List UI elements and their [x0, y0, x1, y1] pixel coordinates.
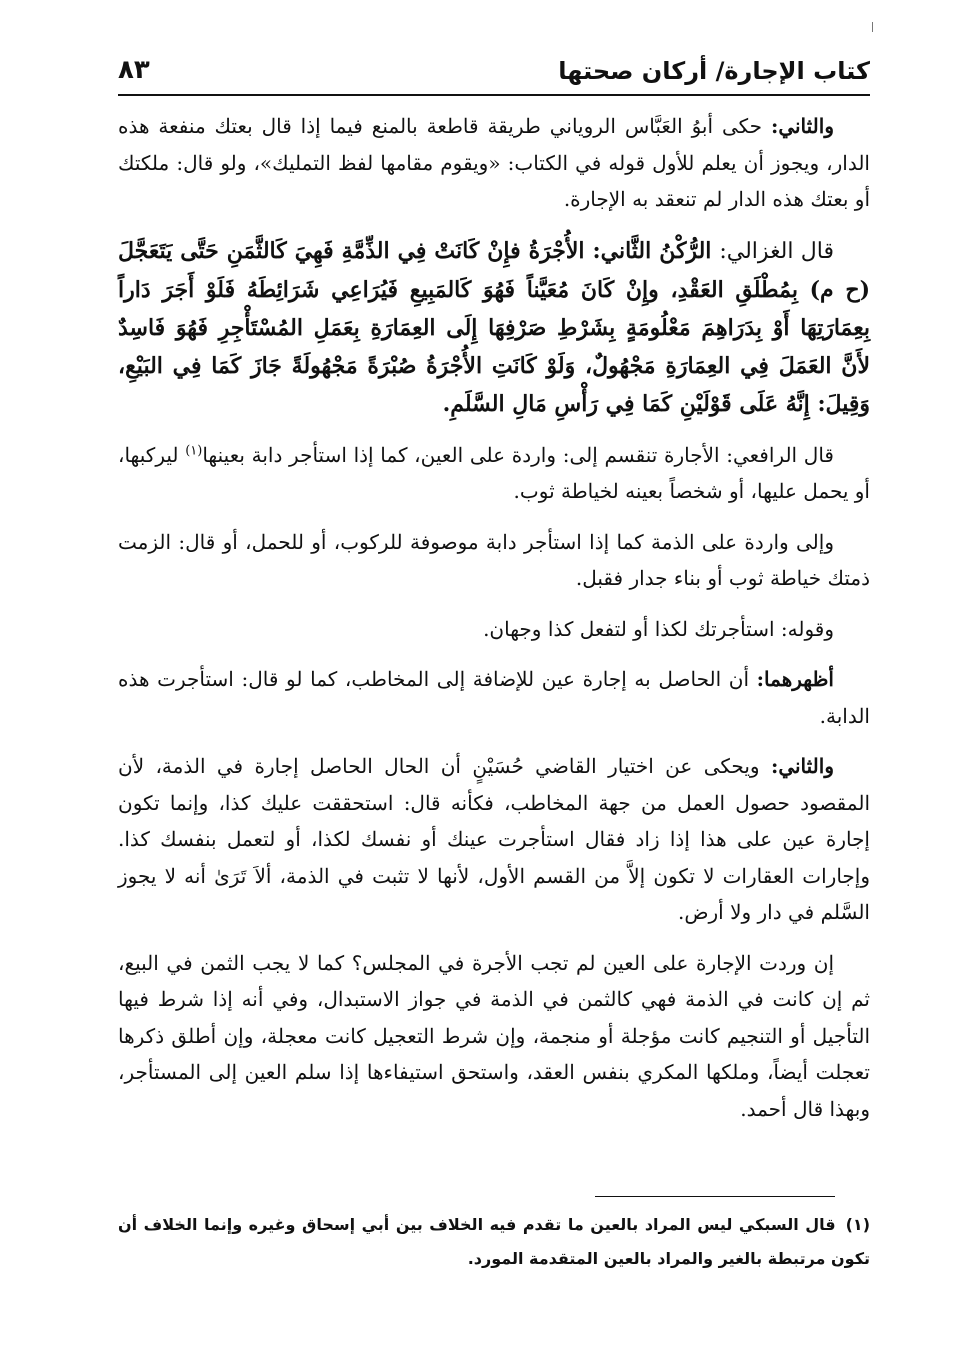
footnotes [118, 1208, 870, 1276]
footnote-marker: (١) [845, 1215, 870, 1234]
paragraph-lead: أظهرهما: [756, 667, 834, 691]
footnote-reference: (١) [185, 442, 203, 458]
paragraph-8 [118, 945, 870, 1128]
running-header [118, 44, 870, 96]
paragraph-lead: قال الغزالي: [719, 238, 834, 264]
paragraph-text-continued: ليركبها، أو يحمل عليها، أو شخصاً بعينه لخياطة ثوب. [118, 442, 870, 503]
footnote-text: قال السبكي ليس المراد بالعين ما تقدم فيه الخلاف بين أبي إسحاق وغيره وإنما الخلاف أن تكون مرتبطة بالغير والمراد بالعين المتقدمة المورد. [118, 1215, 870, 1268]
paragraph-text: وإلى واردة على الذمة كما إذا استأجر دابة موصوفة للركوب، أو للحمل، أو قال: الزمت ذمتك خياطة ثوب أو بناء جدار فقبل. [118, 529, 870, 590]
paragraph-lead: والثاني: [770, 114, 834, 138]
scan-mark [872, 22, 873, 32]
paragraph-4 [118, 524, 870, 597]
paragraph-5 [118, 611, 870, 648]
main-text [118, 108, 870, 1141]
paragraph-1 [118, 108, 870, 218]
paragraph-text: وقوله: استأجرتك لكذا أو لتفعل كذا وجهان. [483, 616, 834, 641]
paragraph-text: حكى أبوُ العَبَّاس الروياني طريقة قاطعة بالمنع فيما إذا قال بعتك منفعة هذه الدار، ويجوز أن يعلم للأول قوله في الكتاب: «ويقوم مقامها لفظ التمليك»، ولو قال: ملكتك أو بعتك هذه الدار لم تنعقد به الإجارة. [118, 114, 870, 211]
page-number: ٨٣ [118, 55, 150, 85]
paragraph-ghazali-quote [118, 232, 870, 423]
paragraph-text: إن وردت الإجارة على العين لم تجب الأجرة في المجلس؟ كما لا يجب الثمن في البيع، ثم إن كانت في الذمة فهي كالثمن في الذمة في جواز الاستبدال، وفي أنه إذا شرط فيها التأجيل أو التنجيم كانت مؤجلة أو منجمة، وإن شرط التعجيل كانت معجلة، وإن أطلق ذكرها تعجلت أيضاً، وملكها المكري بنفس العقد، واستحق استيفاءها إذا سلم العين إلى المستأجر، وبهذا قال أحمد. [118, 950, 870, 1121]
paragraph-text: الرُّكْنُ الثَّاني: الأُجْرَةُ فإِنْ كَانَتْ فِي الذِّمَّةِ فَهِيَ كَالثَّمَنِ حَتَّى يَتَعَجَّلَ (ح م) بِمُطْلَقِ العَقْدِ، وإِنْ كَانَ مُعَيَّناً فَهُوَ كَالمَبِيعِ فَيُرَاعِي شَرَائِطَهُ فَلَوْ أَجَرَ دَاراً بِعِمَارَتِهَا أَوْ بِدَرَاهِمَ مَعْلُومَةٍ بِشَرْطِ صَرْفِهَا إِلَى العِمَارَةِ بِعَمَلِ المُسْتَأْجِرِ فَهُوَ فَاسِدٌ لأَنَّ العَمَلَ فِي العِمَارَةِ مَجْهُولٌ، وَلَوْ كَانَتِ الأُجْرَةُ صُبْرَةً مَجْهُولَةً جَازَ كَمَا فِي البَيْعِ، وَقِيلَ: إِنَّهُ عَلَى قَوْلَيْنِ كَمَا فِي رَأْسِ مَالِ السَّلَمِ. [118, 237, 870, 417]
chapter-title: كتاب الإجارة/ أركان صحتها [558, 57, 870, 85]
paragraph-text: قال الرافعي: الأجارة تنقسم إلى: واردة على العين، كما إذا استأجر دابة بعينها [202, 442, 834, 467]
paragraph-lead: والثاني: [770, 754, 834, 778]
paragraph-6 [118, 661, 870, 734]
paragraph-7 [118, 748, 870, 931]
footnote-divider [595, 1196, 835, 1197]
paragraph-text: ويحكى عن اختيار القاضي حُسَيْنٍ أن الحال الحاصل إجارة في الذمة، لأن المقصود حصول العمل من جهة المخاطب، فكأنه قال: استحققت عليك كذا، وإنما تكون إجارة عين على هذا إذا زاد فقال استأجرت عينك أو نفسك لكذا، أو لتعمل بنفسك كذا. وإجارات العقارات لا تكون إلاَّ من القسم الأول، لأنها لا تثبت في الذمة، ألاَ تَرَىٰ أنه لا يجوز السَّلم في دار ولا أرض. [118, 754, 870, 924]
footnote-1 [118, 1208, 870, 1276]
paragraph-3 [118, 437, 870, 510]
paragraph-text: أن الحاصل به إجارة عين للإضافة إلى المخاطب، كما لو قال: استأجرت هذه الدابة. [118, 667, 870, 728]
